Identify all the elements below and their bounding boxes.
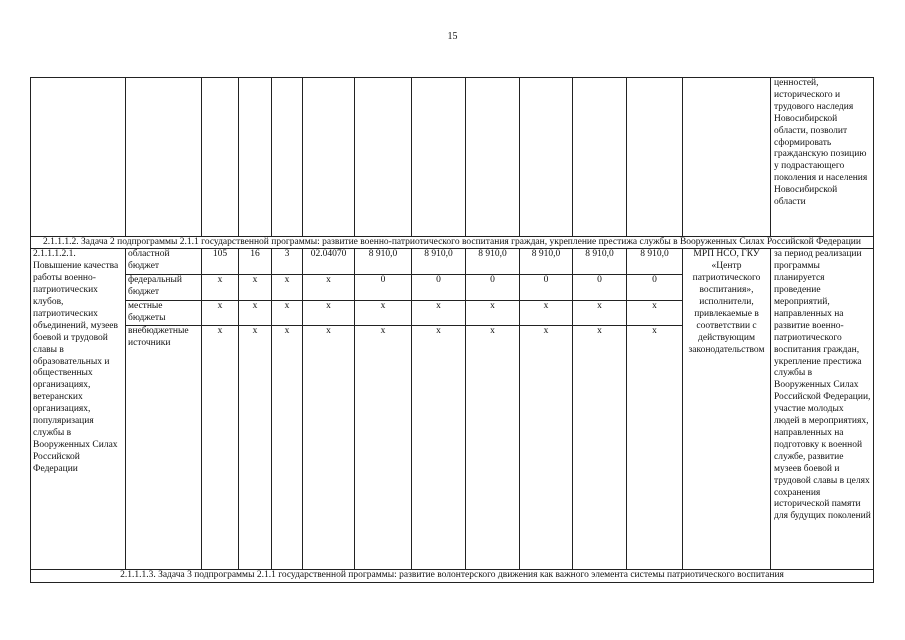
funding-value: х [436,326,441,337]
expected-result-cell: за период реализации программы планируется проведение мероприятий, направленных на развитие военно-патриотического воспитания граждан, укрепление престижа службы в Вооруженных Силах Российской Федерации, участие молодых людей в мероприятиях, направленных на подготовку к военной службе, развитие музеев боевой и трудовой славы в целях сохранения исторической памяти для будущих поколений [771,249,874,570]
section-row-task-2 [31,237,874,249]
year-value-cell-4 [520,249,573,570]
funding-value: х [490,326,495,337]
activity-row [31,249,874,570]
empty-cell [303,78,355,237]
funding-value: 0 [412,275,465,301]
empty-cell [520,78,573,237]
activity-name-cell: 2.1.1.1.2.1. Повышение качества работы военно-патриотических клубов, патриотических объединений, музеев боевой и трудовой славы в образовательных и общественных организациях, ветеранских организациях, популяризация службы в Вооруженных Силах Российской Федерации [31,249,126,570]
funding-value: х [520,301,572,326]
empty-cell [202,78,239,237]
source-name: областной бюджет [126,249,201,275]
source-name: местные бюджеты [126,301,201,326]
grbs-cell [202,249,239,570]
rz-value: х [239,275,271,301]
funding-value: х [466,301,519,326]
csr-value: 02.04070 [303,249,354,275]
grbs-value: х [202,275,238,301]
continued-result-cell: ценностей, исторического и трудового наследия Новосибирской области, позволит сформировать гражданскую позицию у подрастающего поколения и населения Новосибирской области [771,78,874,237]
section-heading-task-2: 2.1.1.1.2. Задача 2 подпрограммы 2.1.1 государственной программы: развитие военно-патриотического воспитания граждан, укрепление престижа службы в Вооруженных Силах Российской Федерации [31,237,874,249]
section-heading-task-3: 2.1.1.1.3. Задача 3 подпрограммы 2.1.1 государственной программы: развитие волонтерского движения как важного элемента системы патриотического воспитания [31,570,874,582]
section-row-task-3 [31,570,874,582]
empty-cell [31,78,126,237]
csr-value: х [303,301,354,326]
rz-value: 16 [239,249,271,275]
funding-value: 8 910,0 [627,249,682,275]
empty-cell [573,78,627,237]
funding-value: 8 910,0 [355,249,411,275]
executors-cell: МРП НСО, ГКУ «Центр патриотического воспитания», исполнители, привлекаемые в соответствии с действующим законодательством [683,249,771,570]
funding-source-cell [126,249,202,570]
funding-value: х [412,301,465,326]
year-value-cell-5 [573,249,627,570]
rz-value: х [239,301,271,326]
empty-cell [126,78,202,237]
funding-value: 0 [466,275,519,301]
empty-cell [272,78,303,237]
funding-value: 8 910,0 [466,249,519,275]
program-activities-table [30,77,874,583]
csr-value: х [326,326,331,337]
empty-cell [627,78,683,237]
grbs-value: х [202,301,238,326]
empty-cell [355,78,412,237]
funding-value: х [573,301,626,326]
grbs-value: 105 [202,249,238,275]
funding-value: х [597,326,602,337]
csr-value: х [303,275,354,301]
funding-value: 0 [627,275,682,301]
funding-value: 0 [520,275,572,301]
pr-value: х [284,326,290,337]
pr-value: 3 [272,249,302,275]
empty-cell [239,78,272,237]
funding-value: х [380,326,386,337]
continued-row [31,78,874,237]
empty-cell [683,78,771,237]
funding-value: 8 910,0 [520,249,572,275]
page-number: 15 [447,31,458,42]
year-value-cell-6 [627,249,683,570]
source-name: федеральный бюджет [126,275,201,301]
source-name: внебюджетные источники [128,326,189,349]
year-value-cell-3 [466,249,520,570]
pr-value: х [272,301,302,326]
pr-value: х [272,275,302,301]
year-value-cell-1 [355,249,412,570]
rz-value: х [252,326,258,337]
empty-cell [412,78,466,237]
funding-value: 8 910,0 [412,249,465,275]
funding-value: х [627,301,682,326]
grbs-value: х [217,326,223,337]
funding-value: 8 910,0 [573,249,626,275]
csr-cell [303,249,355,570]
funding-value: х [543,326,549,337]
rz-cell [239,249,272,570]
year-value-cell-2 [412,249,466,570]
funding-value: 0 [573,275,626,301]
empty-cell [466,78,520,237]
funding-value: 0 [355,275,411,301]
funding-value: х [355,301,411,326]
funding-value: х [652,326,657,337]
pr-cell [272,249,303,570]
